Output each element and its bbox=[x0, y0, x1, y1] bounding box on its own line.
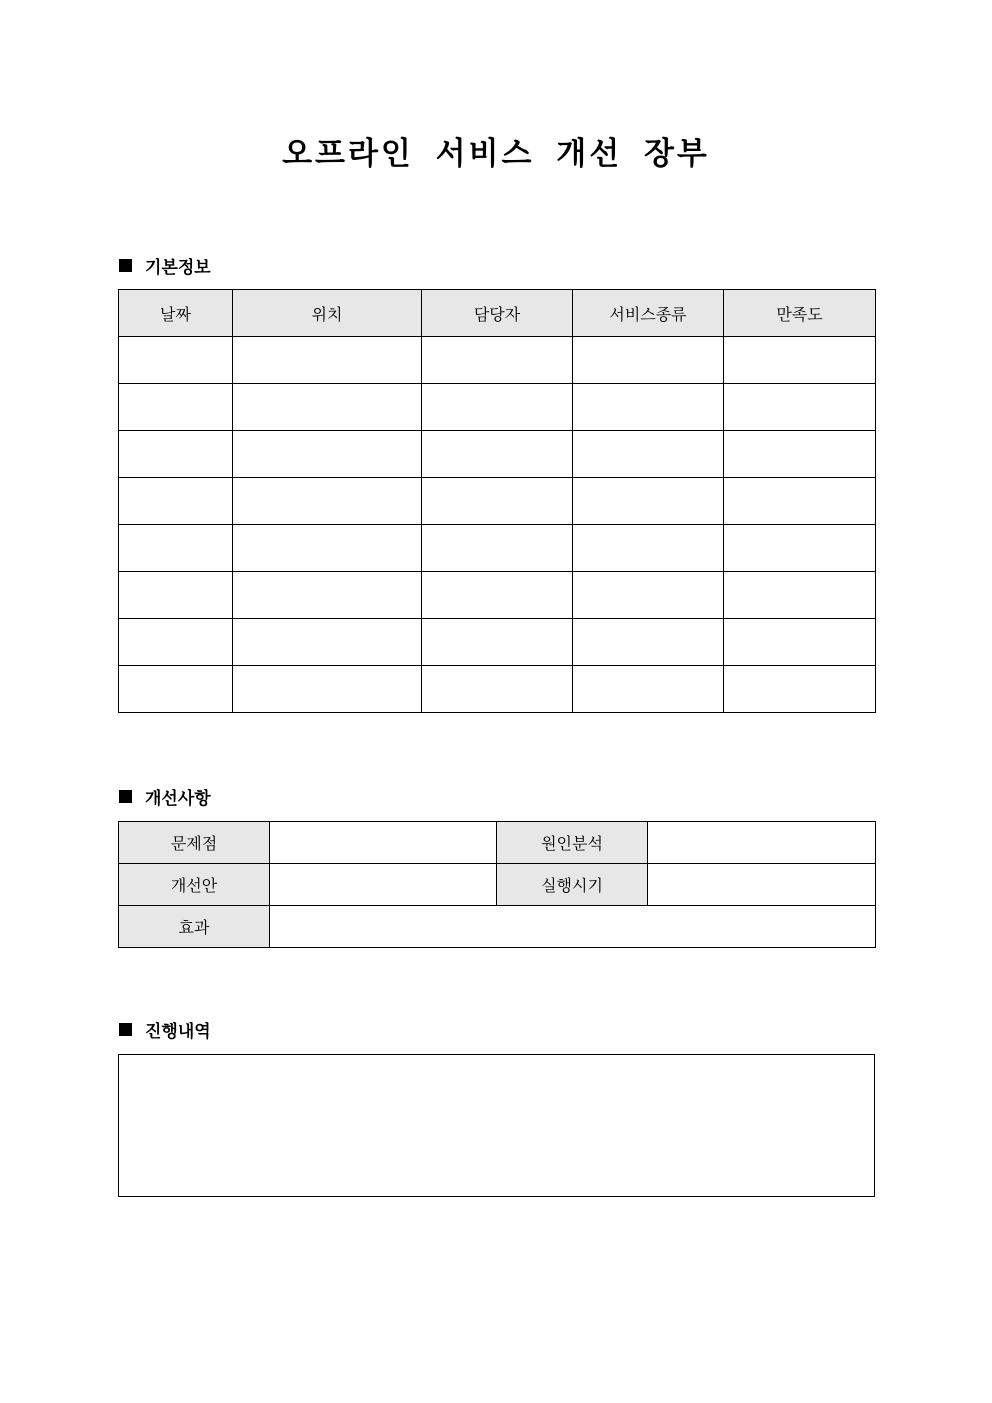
table-cell[interactable] bbox=[573, 337, 724, 384]
table-cell[interactable] bbox=[724, 431, 876, 478]
section-heading-label: 진행내역 bbox=[145, 1021, 211, 1042]
section-heading-basic-info bbox=[119, 253, 211, 277]
table-cell[interactable] bbox=[724, 337, 876, 384]
section-heading-label: 기본정보 bbox=[145, 257, 211, 278]
table-cell[interactable] bbox=[119, 666, 233, 713]
column-header-satisfaction: 만족도 bbox=[724, 290, 876, 337]
table-cell[interactable] bbox=[233, 525, 422, 572]
square-bullet-icon bbox=[119, 1023, 132, 1036]
progress-history-box[interactable] bbox=[118, 1054, 875, 1197]
table-cell[interactable] bbox=[422, 525, 573, 572]
table-cell[interactable] bbox=[119, 431, 233, 478]
table-cell[interactable] bbox=[573, 572, 724, 619]
table-cell[interactable] bbox=[119, 337, 233, 384]
table-cell[interactable] bbox=[233, 431, 422, 478]
table-row bbox=[119, 906, 876, 948]
table-cell[interactable] bbox=[573, 666, 724, 713]
table-cell[interactable] bbox=[233, 619, 422, 666]
table-cell[interactable] bbox=[724, 666, 876, 713]
column-header-location: 위치 bbox=[233, 290, 422, 337]
table-cell[interactable] bbox=[724, 384, 876, 431]
table-row bbox=[119, 525, 876, 572]
table-cell[interactable] bbox=[233, 478, 422, 525]
table-cell[interactable] bbox=[573, 525, 724, 572]
cause-analysis-label: 원인분석 bbox=[497, 822, 648, 864]
table-row bbox=[119, 384, 876, 431]
column-header-manager: 담당자 bbox=[422, 290, 573, 337]
table-cell[interactable] bbox=[119, 478, 233, 525]
table-cell[interactable] bbox=[573, 619, 724, 666]
table-row bbox=[119, 822, 876, 864]
table-cell[interactable] bbox=[422, 666, 573, 713]
table-cell[interactable] bbox=[724, 525, 876, 572]
basic-info-table bbox=[118, 289, 876, 713]
document-title: 오프라인 서비스 개선 장부 bbox=[282, 136, 710, 172]
table-cell[interactable] bbox=[724, 619, 876, 666]
table-cell[interactable] bbox=[233, 572, 422, 619]
table-cell[interactable] bbox=[573, 478, 724, 525]
table-cell[interactable] bbox=[422, 337, 573, 384]
table-row bbox=[119, 864, 876, 906]
table-cell[interactable] bbox=[724, 478, 876, 525]
table-cell[interactable] bbox=[119, 572, 233, 619]
execution-timing-field[interactable] bbox=[648, 864, 876, 906]
table-cell[interactable] bbox=[422, 384, 573, 431]
table-cell[interactable] bbox=[233, 384, 422, 431]
table-header-row bbox=[119, 290, 876, 337]
table-cell[interactable] bbox=[573, 384, 724, 431]
table-row bbox=[119, 431, 876, 478]
table-cell[interactable] bbox=[119, 384, 233, 431]
column-header-service-type: 서비스종류 bbox=[573, 290, 724, 337]
improvement-plan-field[interactable] bbox=[270, 864, 497, 906]
problem-field[interactable] bbox=[270, 822, 497, 864]
section-heading-progress bbox=[119, 1017, 211, 1041]
table-row bbox=[119, 666, 876, 713]
table-cell[interactable] bbox=[422, 619, 573, 666]
table-cell[interactable] bbox=[724, 572, 876, 619]
table-cell[interactable] bbox=[119, 525, 233, 572]
table-row bbox=[119, 619, 876, 666]
column-header-date: 날짜 bbox=[119, 290, 233, 337]
improvement-plan-label: 개선안 bbox=[119, 864, 270, 906]
table-row bbox=[119, 337, 876, 384]
square-bullet-icon bbox=[119, 259, 132, 272]
table-cell[interactable] bbox=[422, 572, 573, 619]
section-heading-label: 개선사항 bbox=[145, 788, 211, 809]
execution-timing-label: 실행시기 bbox=[497, 864, 648, 906]
effect-field[interactable] bbox=[270, 906, 876, 948]
section-heading-improvements bbox=[119, 784, 211, 808]
table-cell[interactable] bbox=[233, 337, 422, 384]
table-cell[interactable] bbox=[422, 431, 573, 478]
table-cell[interactable] bbox=[233, 666, 422, 713]
table-cell[interactable] bbox=[119, 619, 233, 666]
table-row bbox=[119, 572, 876, 619]
cause-analysis-field[interactable] bbox=[648, 822, 876, 864]
table-cell[interactable] bbox=[422, 478, 573, 525]
problem-label: 문제점 bbox=[119, 822, 270, 864]
table-cell[interactable] bbox=[573, 431, 724, 478]
square-bullet-icon bbox=[119, 790, 132, 803]
improvements-table bbox=[118, 821, 876, 948]
table-row bbox=[119, 478, 876, 525]
effect-label: 효과 bbox=[119, 906, 270, 948]
